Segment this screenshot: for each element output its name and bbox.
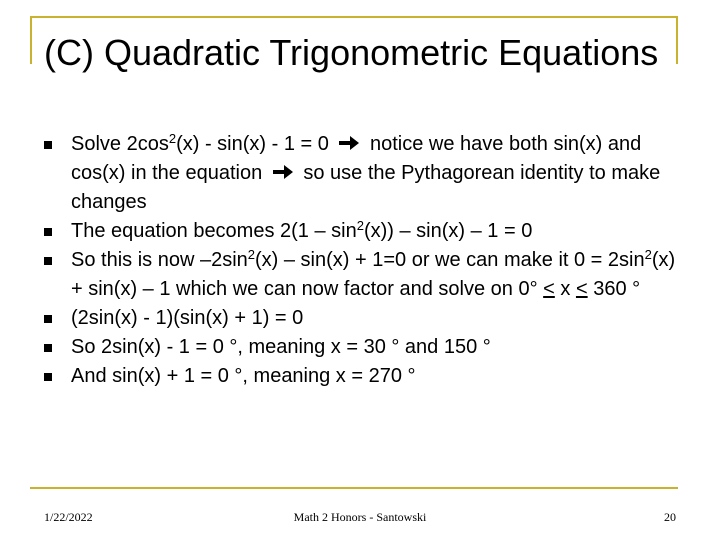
- bullet-4-text: (2sin(x) - 1)(sin(x) + 1) = 0: [71, 307, 304, 329]
- square-bullet-icon: [44, 228, 52, 236]
- bullet-item-6: [44, 362, 684, 391]
- square-bullet-icon: [44, 344, 52, 352]
- footer-divider: [30, 487, 678, 489]
- title-frame-top: [30, 16, 678, 18]
- slide-title: (C) Quadratic Trigonometric Equations: [44, 32, 659, 73]
- square-bullet-icon: [44, 315, 52, 323]
- bullet-item-3: [44, 246, 684, 304]
- slide-number: 20: [664, 510, 676, 524]
- square-bullet-icon: [44, 257, 52, 265]
- bullet-6-text: And sin(x) + 1 = 0 °, meaning x = 270 °: [71, 365, 416, 387]
- bullet-3-text: So this is now $-2\sin^2(x) - \sin(x) + 1=0$ or we can make it $0 = 2\sin^2(x) + \sin(x) - 1$ which we can now factor and solve on 0° < x < 360 °: [71, 247, 676, 300]
- footer-date: 1/22/2022: [44, 510, 93, 524]
- square-bullet-icon: [44, 373, 52, 381]
- right-arrow-icon: [272, 164, 294, 180]
- footer-course-author: Math 2 Honors - Santowski: [293, 510, 427, 524]
- bullet-item-2: [44, 217, 684, 246]
- bullet-item-5: [44, 333, 684, 362]
- bullet-2-text: The equation becomes $2(1 - \sin^2(x)) - \sin(x) - 1 = 0$: [71, 218, 533, 242]
- bullet-list: [44, 130, 684, 391]
- right-arrow-icon: [338, 135, 360, 151]
- title-frame-right: [676, 16, 678, 64]
- bullet-1-text: Solve $2\cos^2(x) - \sin(x) - 1 = 0$ notice we have both sin(x) and cos(x) in the equation so use the Pythagorean identity to make changes: [71, 131, 661, 213]
- bullet-item-4: [44, 304, 684, 333]
- bullet-5-text: So 2sin(x) - 1 = 0 °, meaning x = 30 ° and 150 °: [71, 336, 491, 358]
- square-bullet-icon: [44, 141, 52, 149]
- title-frame-left: [30, 16, 32, 64]
- bullet-item-1: [44, 130, 684, 217]
